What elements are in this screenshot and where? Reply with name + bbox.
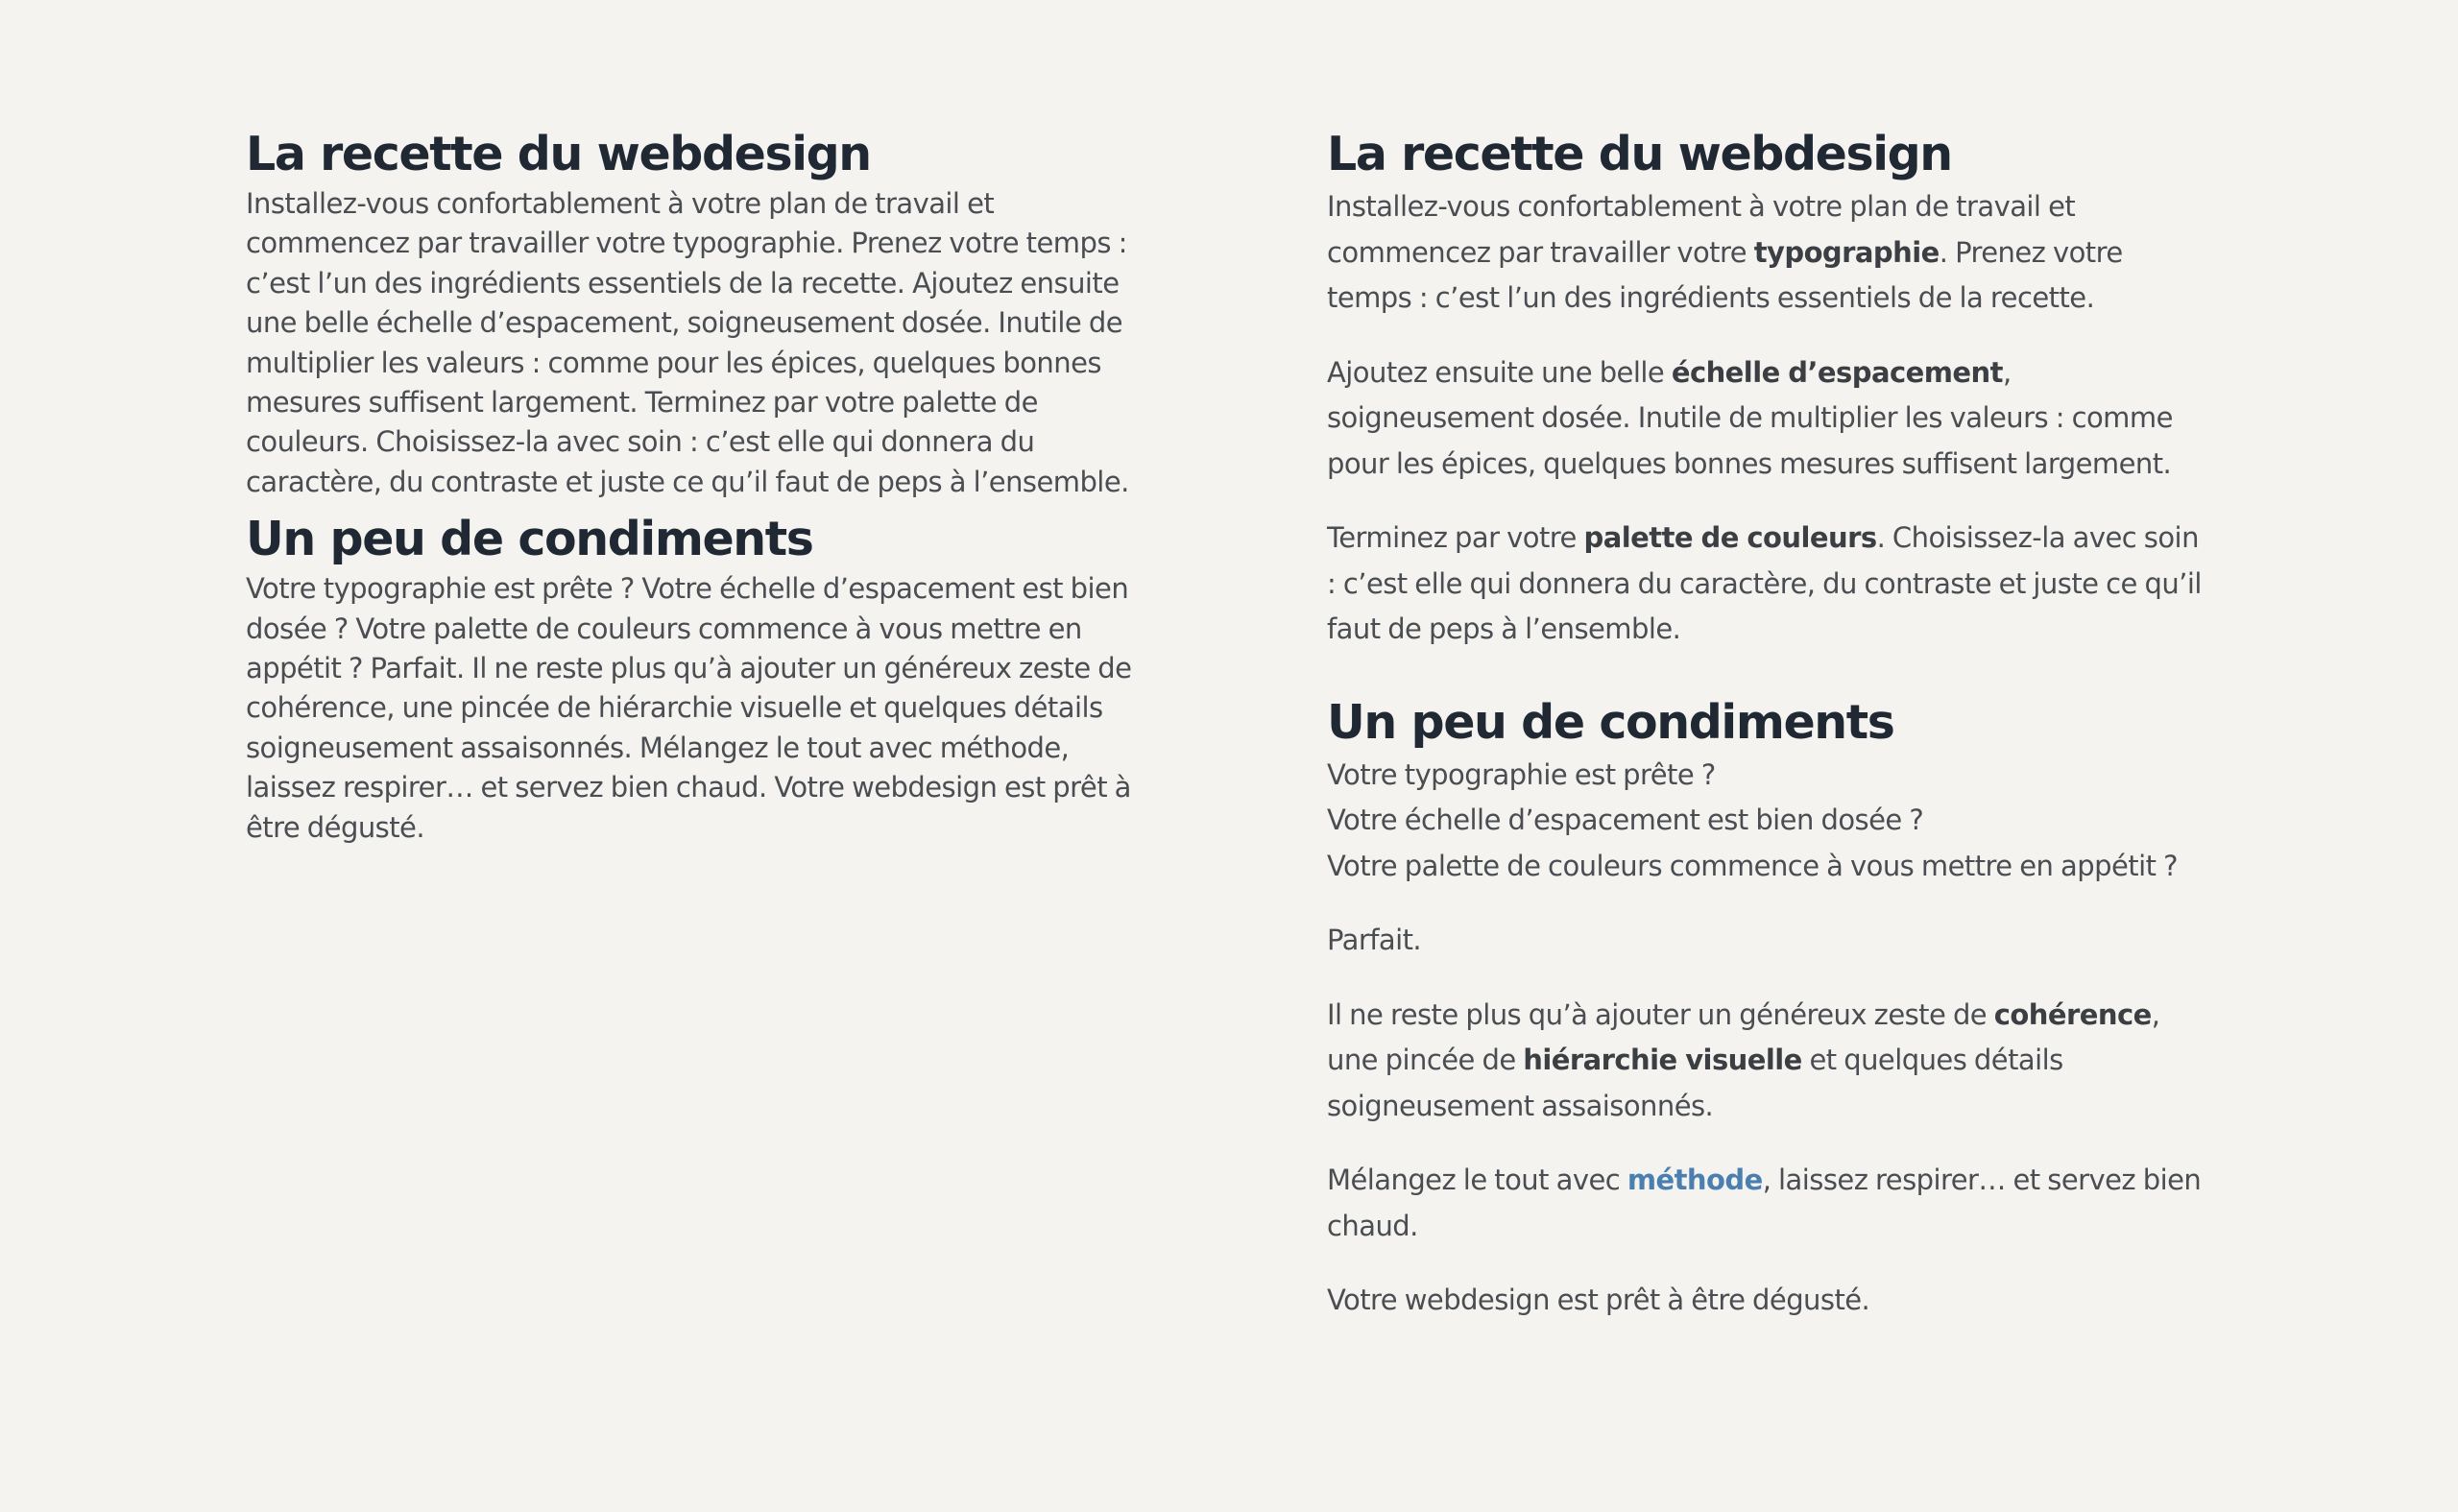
emphasis-coherence: cohérence <box>1993 997 2152 1031</box>
right-heading-condiments: Un peu de condiments <box>1327 694 1894 750</box>
left-heading-recipe: La recette du webdesign <box>246 127 871 181</box>
left-column <box>246 125 1148 848</box>
question-line: Votre échelle d’espacement est bien dosée ? <box>1327 804 1924 836</box>
right-paragraph-methode <box>1327 1158 2210 1249</box>
emphasis-typographie: typographie <box>1753 235 1940 269</box>
text-segment: , soigneusement dosée. Inutile de multiplier les valeurs : comme pour les épices, quelques bonnes mesures suffisent largement. <box>1327 355 2173 480</box>
text-segment: . Prenez votre temps : c’est l’un des ingrédients essentiels de la recette. <box>1327 235 2123 314</box>
right-paragraph-typography <box>1327 184 2210 322</box>
left-paragraph-condiments: Votre typographie est prête ? Votre échelle d’espacement est bien dosée ? Votre palette de couleurs commence à vous mettre en appétit ? Parfait. Il ne reste plus qu’à ajouter un généreux zeste de cohérence, une pincée de hiérarchie visuelle et quelques détails soigneusement assaisonnés. Mélangez le tout avec méthode, laissez respirer… et servez bien chaud. Votre webdesign est prêt à être dégusté. <box>246 572 1132 844</box>
text-segment: Il ne reste plus qu’à ajouter un généreux zeste de <box>1327 997 1994 1031</box>
left-heading-condiments: Un peu de condiments <box>246 512 813 567</box>
text-segment: , laissez respirer… et servez bien chaud. <box>1327 1164 2202 1242</box>
accent-methode: méthode <box>1627 1164 1763 1196</box>
right-paragraph-coherence <box>1327 993 2210 1130</box>
emphasis-hierarchie-visuelle: hiérarchie visuelle <box>1523 1044 1802 1076</box>
question-line: Votre palette de couleurs commence à vous mettre en appétit ? <box>1327 849 2178 882</box>
text-segment: Terminez par votre <box>1327 521 1584 554</box>
right-paragraph-final: Votre webdesign est prêt à être dégusté. <box>1327 1284 1870 1316</box>
right-paragraph-spacing <box>1327 350 2210 488</box>
text-segment: . Choisissez-la avec soin : c’est elle qui donnera du caractère, du contraste et juste ce qu’il faut de peps à l’ensemble. <box>1327 521 2202 645</box>
question-line: Votre typographie est prête ? <box>1327 757 1716 791</box>
right-paragraph-colors <box>1327 516 2210 653</box>
text-segment: Mélangez le tout avec <box>1327 1164 1627 1196</box>
right-column <box>1327 125 2210 1353</box>
text-segment: Ajoutez ensuite une belle <box>1327 355 1672 389</box>
right-paragraph-parfait: Parfait. <box>1327 924 1422 956</box>
right-heading-recipe: La recette du webdesign <box>1327 127 1952 181</box>
text-segment: et quelques détails soigneusement assaisonnés. <box>1327 1044 2063 1122</box>
left-paragraph-recipe: Installez-vous confortablement à votre plan de travail et commencez par travailler votre typographie. Prenez votre temps : c’est l’un des ingrédients essentiels de la recette. Ajoutez ensuite une belle échelle d’espacement, soigneusement dosée. Inutile de multiplier les valeurs : comme pour les épices, quelques bonnes mesures suffisent largement. Terminez par votre palette de couleurs. Choisissez-la avec soin : c’est elle qui donnera du caractère, du contraste et juste ce qu’il faut de peps à l’ensemble. <box>246 187 1129 498</box>
text-segment: Installez-vous confortablement à votre plan de travail et commencez par travailler votre <box>1327 190 2076 269</box>
text-segment: , une pincée de <box>1327 997 2160 1076</box>
emphasis-echelle-espacement: échelle d’espacement <box>1671 355 2003 389</box>
right-questions <box>1327 753 2210 890</box>
emphasis-palette-couleurs: palette de couleurs <box>1583 521 1877 554</box>
